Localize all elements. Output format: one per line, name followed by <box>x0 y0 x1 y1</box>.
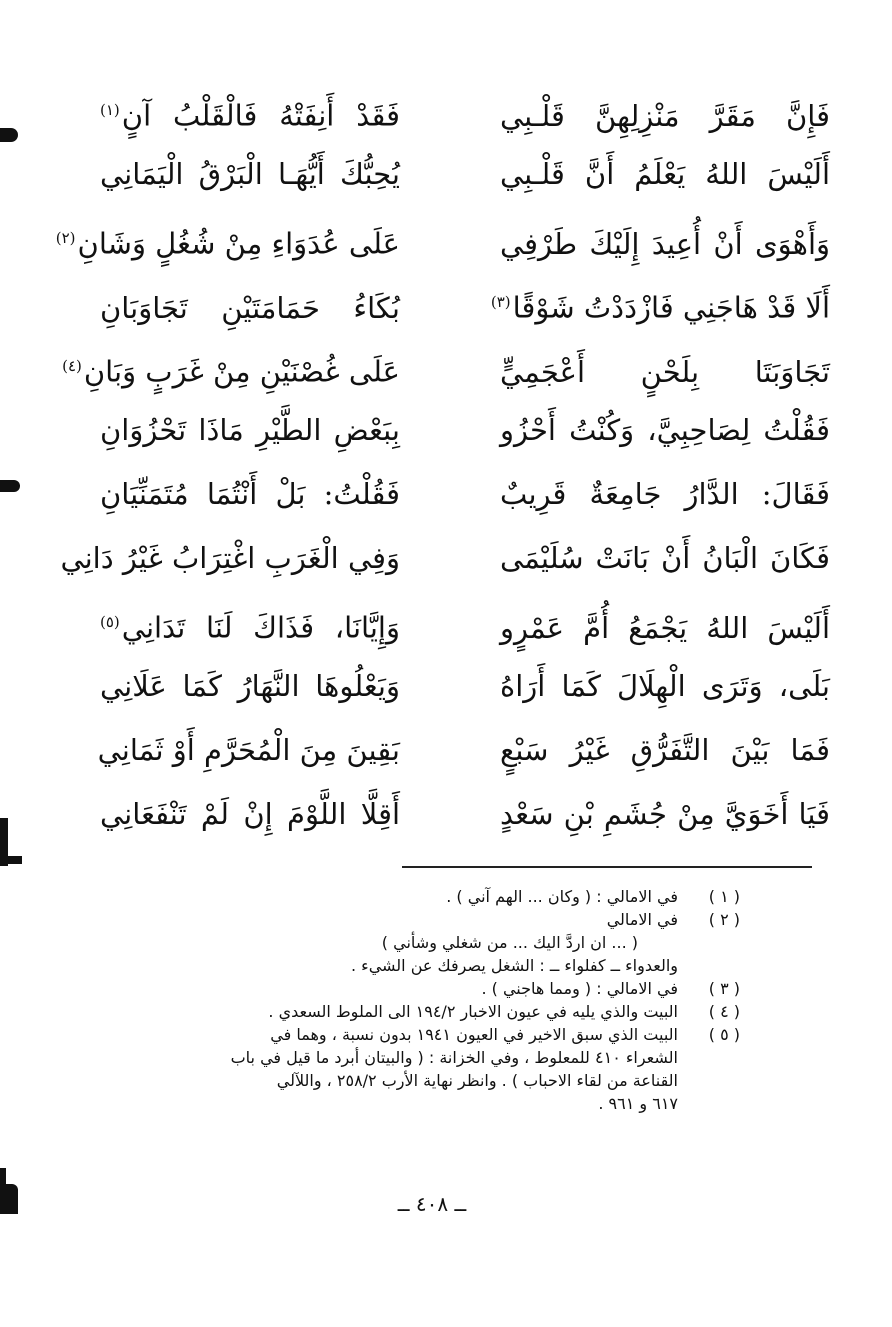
footnote-number: ( ٢ ) <box>708 910 740 929</box>
hemistich-text: وَإِيَّانَا، فَذَاكَ لَنَا تَدَانِي <box>121 610 400 645</box>
verse-second-hemistich <box>100 78 400 148</box>
hemistich-text: بُكَاءُ حَمَامَتَيْنِ تَجَاوَبَانِ <box>100 290 400 325</box>
footnote-reference: (١) <box>100 101 120 119</box>
verse <box>55 206 830 270</box>
hemistich-text: تَجَاوَبَتَا بِلَحْنٍ أَعْجَمِيٍّ <box>500 354 830 389</box>
footnote <box>60 1000 740 1023</box>
verse-second-hemistich <box>62 334 400 404</box>
footnote-number: ( ١ ) <box>708 887 740 906</box>
poem <box>55 78 830 846</box>
hemistich-text: فَقَدْ أَنِفَتْهُ فَالْقَلْبُ آنٍ <box>121 98 400 133</box>
verse-second-hemistich <box>100 462 400 526</box>
hemistich-text: فَقُلْتُ: بَلْ أَنْتُمَا مُتَمَنِّيَانِ <box>100 477 400 511</box>
hemistich-text: أَلَيْسَ اللهُ يَعْلَمُ أَنَّ قَلْـبِي <box>500 157 830 191</box>
verse <box>100 142 830 206</box>
hemistich-text: عَلَى غُصْنَيْنِ مِنْ غَرَبٍ وَبَانِ <box>83 354 400 389</box>
verse-second-hemistich <box>60 526 400 590</box>
verse <box>97 718 830 782</box>
footnote-line: الشعراء ٤١٠ للمعلوط ، وفي الخزانة : ( والبيتان أبرد ما قيل في باب <box>230 1048 678 1067</box>
footnote-line: في الامالي : ( وكان ... الهم آني ) . <box>446 887 678 906</box>
footnote-line: والعدواء ــ كفلواء ــ : الشغل يصرفك عن الشيء . <box>351 956 678 975</box>
hemistich-text: بِبَعْضِ الطَّيْرِ مَاذَا تَحْزُوَانِ <box>100 413 400 447</box>
hemistich-text: فَقُلْتُ لِصَاحِبِيَّ، وَكُنْتُ أَحْزُو <box>500 413 830 447</box>
scan-mark <box>4 856 22 864</box>
hemistich-text: وَيَعْلُوهَا النَّهَارُ كَمَا عَلَانِي <box>100 669 400 703</box>
hemistich-text: بَقِينَ مِنَ الْمُحَرَّمِ أَوْ ثَمَانِي <box>97 733 400 767</box>
verse <box>60 526 830 590</box>
hemistich-text: أَقِلَّا اللَّوْمَ إِنْ لَمْ تَنْفَعَانِي <box>100 797 400 831</box>
verse-first-hemistich <box>500 462 830 526</box>
footnote-line: في الامالي <box>606 910 678 929</box>
verse-second-hemistich <box>100 590 400 660</box>
verse <box>100 782 830 846</box>
verse-first-hemistich <box>500 596 830 660</box>
footnote-line: البيت والذي يليه في عيون الاخبار ١٩٤/٢ الى الملوط السعدي . <box>268 1002 678 1021</box>
verse <box>100 590 830 654</box>
verse <box>100 654 830 718</box>
verse <box>100 398 830 462</box>
hemistich-text: فَقَالَ: الدَّارُ جَامِعَةٌ قَرِيبٌ <box>500 477 830 511</box>
footnote <box>60 1023 740 1115</box>
hemistich-text: أَلَيْسَ اللهُ يَجْمَعُ أُمَّ عَمْرٍو <box>500 610 830 645</box>
verse-first-hemistich <box>500 340 830 404</box>
verse-first-hemistich <box>500 782 830 846</box>
scan-mark <box>0 128 18 142</box>
hemistich-text: فَيَا أَخَوَيَّ مِنْ جُشَمِ بْنِ سَعْدٍ <box>500 797 830 831</box>
hemistich-text: فَإِنَّ مَقَرَّ مَنْزِلِهِنَّ قَلْـبِي <box>500 98 830 133</box>
footnote-line: في الامالي : ( ومما هاجني ) . <box>481 979 678 998</box>
footnote-body <box>60 1023 678 1115</box>
hemistich-text: عَلَى عُدَوَاءِ مِنْ شُغُلٍ وَشَانِ <box>77 226 400 261</box>
footnote-body <box>60 908 678 977</box>
footnote-number: ( ٤ ) <box>708 1002 740 1021</box>
verse <box>100 270 830 334</box>
footnote <box>60 977 740 1000</box>
hemistich-text: وَفِي الْغَرَبِ اغْتِرَابُ غَيْرُ دَانِي <box>60 541 400 575</box>
verse-second-hemistich <box>97 718 400 782</box>
verse <box>100 78 830 142</box>
footnote-body <box>60 1000 678 1023</box>
verse-second-hemistich <box>100 782 400 846</box>
hemistich-text: يُحِبُّكَ أَيُّهَـا الْبَرْقُ الْيَمَانِي <box>100 157 400 191</box>
verse-second-hemistich <box>100 276 400 340</box>
footnote-reference: (٤) <box>62 357 82 375</box>
hemistich-text: أَلَا قَدْ هَاجَنِي فَازْدَدْتُ شَوْقًا <box>512 290 830 325</box>
hemistich-text: فَمَا بَيْنَ التَّفَرُّقِ غَيْرُ سَبْعٍ <box>500 733 830 767</box>
footnote-reference: (٥) <box>100 613 120 631</box>
footnote-number: ( ٥ ) <box>708 1025 740 1044</box>
page-number: ــ ٤٠٨ ــ <box>397 1192 467 1216</box>
footnote-line: ( ... ان اردَّ اليك ... من شغلي وشأني ) <box>381 933 638 952</box>
verse-first-hemistich <box>500 212 830 276</box>
footnote-line: ٦١٧ و ٩٦١ . <box>598 1094 678 1113</box>
footnote-body <box>60 885 678 908</box>
verse-first-hemistich <box>500 526 830 590</box>
hemistich-text: وَأَهْوَى أَنْ أُعِيدَ إِلَيْكَ طَرْفِي <box>500 226 830 261</box>
verse-first-hemistich <box>500 142 830 206</box>
footnote <box>60 908 740 977</box>
hemistich-text: بَلَى، وَتَرَى الْهِلَالَ كَمَا أَرَاهُ <box>500 669 830 703</box>
verse-second-hemistich <box>100 142 400 206</box>
verse-first-hemistich <box>500 84 830 148</box>
verse-first-hemistich <box>500 654 830 718</box>
verse-first-hemistich <box>490 270 830 340</box>
footnote-line: البيت الذي سبق الاخير في العيون ١٩٤١ بدون نسبة ، وهما في <box>270 1025 678 1044</box>
verse-second-hemistich <box>55 206 400 276</box>
hemistich-text: فَكَانَ الْبَانُ أَنْ بَانَتْ سُلَيْمَى <box>500 541 830 575</box>
footnote-reference: (٣) <box>490 293 511 311</box>
verse-first-hemistich <box>500 398 830 462</box>
footnotes <box>60 885 740 1115</box>
footnote-separator <box>402 866 812 868</box>
verse-second-hemistich <box>100 654 400 718</box>
verse-first-hemistich <box>500 718 830 782</box>
footnote-number: ( ٣ ) <box>708 979 740 998</box>
footnote-body <box>60 977 678 1000</box>
footnote-reference: (٢) <box>55 229 76 247</box>
verse-second-hemistich <box>100 398 400 462</box>
scan-mark <box>4 1184 18 1214</box>
verse <box>62 334 830 398</box>
verse <box>100 462 830 526</box>
footnote <box>60 885 740 908</box>
footnote-line: القناعة من لقاء الاحباب ) . وانظر نهاية الأرب ٢٥٨/٢ ، واللآلي <box>276 1071 678 1090</box>
scan-mark <box>0 480 20 492</box>
